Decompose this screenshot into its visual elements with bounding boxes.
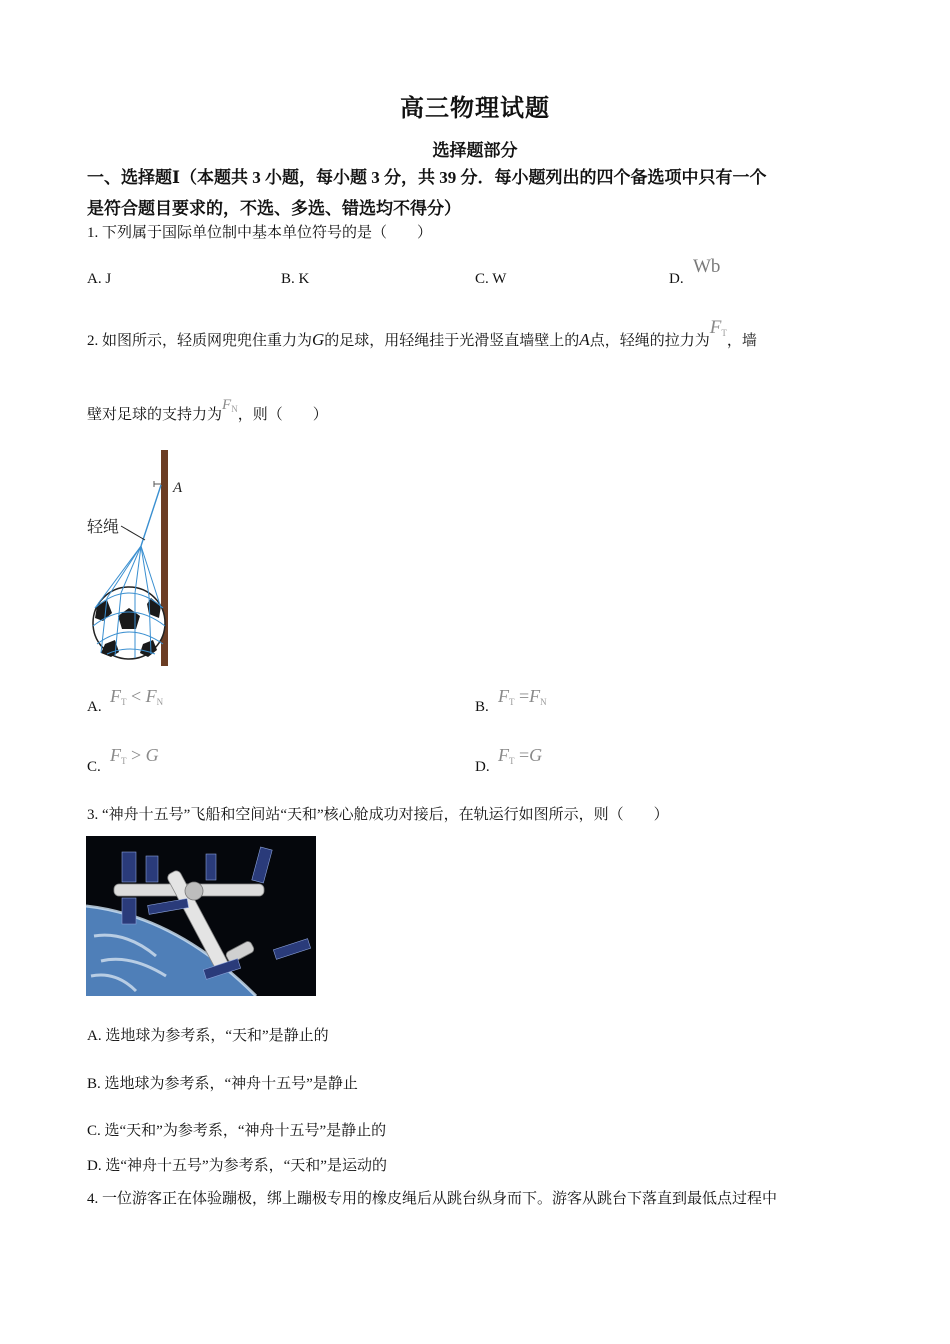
q2-option-a-formula: $F_T < F_N$ — [110, 686, 164, 707]
q2-option-a-relation: < — [131, 686, 142, 706]
q2-option-c-relation: > — [131, 745, 142, 765]
q1-stem: 1. 下列属于国际单位制中基本单位符号的是（ ） — [87, 225, 433, 241]
q2-option-b-relation: = — [519, 686, 530, 706]
space-station-photo — [86, 836, 316, 996]
q2-normal-subscript: N — [231, 404, 238, 414]
q3-option-c: C. 选“天和”为参考系，“神舟十五号”是静止的 — [87, 1123, 387, 1139]
section-heading-line1: 一、选择题Ⅰ（本题共 3 小题，每小题 3 分，共 39 分．每小题列出的四个备选项中只有一个 — [87, 168, 767, 187]
q1-option-c: C. W — [475, 271, 507, 287]
q2-option-d-label: D. — [475, 759, 490, 775]
q2-option-d-relation: = — [519, 745, 530, 765]
q3-stem: 3. “神舟十五号”飞船和空间站“天和”核心舱成功对接后，在轨运行如图所示，则（ ） — [87, 807, 669, 823]
section-subtitle: 选择题部分 — [432, 141, 518, 160]
q2-option-c-g: G — [145, 745, 159, 765]
q2-tension-letter: F — [709, 317, 722, 338]
q2-option-a-label: A. — [87, 699, 102, 715]
q2-option-d-formula: $F_T =G$ — [498, 745, 543, 766]
q2-option-b-formula: $F_T =F_N$ — [498, 686, 547, 707]
q2-normal-force-symbol — [222, 397, 238, 413]
q2-stem-part3: 点，轻绳的拉力为 — [589, 333, 710, 349]
q2-stem-line2 — [87, 397, 328, 429]
q2-stem-part1: 2. 如图所示，轻质网兜兜住重力为 — [87, 333, 313, 349]
q2-option-c-label: C. — [87, 759, 101, 775]
q2-tension-symbol — [710, 317, 727, 338]
section-heading — [87, 162, 867, 224]
q3-option-d: D. 选“神舟十五号”为参考系，“天和”是运动的 — [87, 1158, 387, 1174]
point-a-label: A — [173, 480, 183, 496]
rope-label: 轻绳 — [87, 519, 120, 536]
q2-stem-line1 — [87, 317, 757, 355]
q1-option-d: D. — [669, 271, 684, 287]
ball-on-wall-figure — [85, 448, 200, 670]
q2-line2-part1: 壁对足球的支持力为 — [87, 407, 223, 423]
page-title: 高三物理试题 — [400, 96, 550, 122]
q1-option-a: A. J — [87, 271, 112, 287]
q2-point-symbol: A — [579, 330, 590, 349]
q2-option-d-g: G — [529, 745, 543, 765]
q1-option-d-symbol: Wb — [693, 256, 721, 277]
q2-line2-part2: ，则（ ） — [237, 407, 328, 423]
section-heading-line2: 是符合题目要求的，不选、多选、错选均不得分） — [87, 199, 461, 218]
q2-tension-subscript: T — [721, 328, 727, 338]
q1-option-b: B. K — [281, 271, 310, 287]
q2-option-b-label: B. — [475, 699, 489, 715]
q4-stem: 4. 一位游客正在体验蹦极，绑上蹦极专用的橡皮绳后从跳台纵身而下。游客从跳台下落直到最低点过程中 — [87, 1191, 778, 1207]
q3-option-b: B. 选地球为参考系，“神舟十五号”是静止 — [87, 1076, 358, 1092]
q2-stem-part2: 的足球，用轻绳挂于光滑竖直墙壁上的 — [324, 333, 580, 349]
rope-label-arrow — [121, 526, 145, 540]
q2-normal-letter: F — [222, 397, 232, 413]
q2-weight-symbol: G — [312, 330, 325, 349]
q2-stem-part4: ，墙 — [726, 333, 757, 349]
rope — [141, 485, 161, 546]
q3-option-a: A. 选地球为参考系，“天和”是静止的 — [87, 1028, 329, 1044]
q2-option-c-formula: $F_T > G$ — [110, 745, 159, 766]
